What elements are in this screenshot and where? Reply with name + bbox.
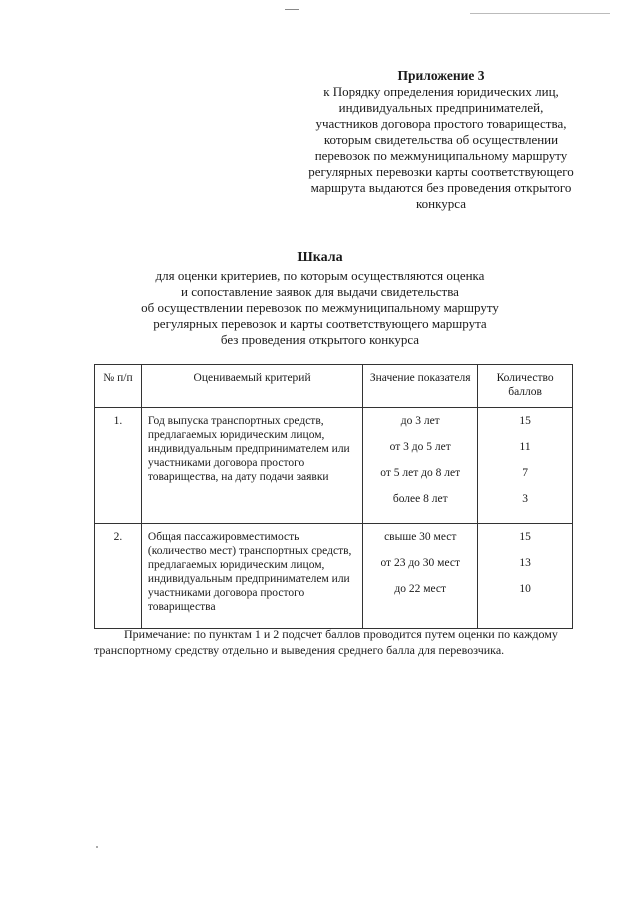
- scan-artifact: [470, 13, 610, 14]
- appendix-line: к Порядку определения юридических лиц,: [323, 84, 559, 99]
- header-criterion: Оцениваемый критерий: [141, 365, 362, 408]
- appendix-line: которым свидетельства об осуществлении: [323, 132, 559, 147]
- scale-line: об осуществлении перевозок по межмуниципальному маршруту: [141, 300, 499, 315]
- scale-line: регулярных перевозок и карты соответствующего маршрута: [153, 316, 487, 331]
- appendix-header: [280, 68, 602, 212]
- appendix-line: участников договора простого товарищества,: [315, 116, 567, 131]
- header-number: № п/п: [95, 365, 142, 408]
- points-cell: 15: [519, 531, 531, 543]
- points-cell: 13: [519, 557, 531, 569]
- value-cell: от 23 до 30 мест: [380, 557, 460, 569]
- scan-artifact: [285, 9, 299, 10]
- row-points: [478, 524, 573, 629]
- table-row: [95, 408, 573, 524]
- appendix-line: перевозок по межмуниципальному маршруту: [314, 148, 568, 163]
- table-header-row: [95, 365, 573, 408]
- appendix-line: маршрута выдаются без проведения открытого: [310, 180, 572, 195]
- scale-line: и сопоставление заявок для выдачи свидетельства: [181, 284, 459, 299]
- row-points: [478, 408, 573, 524]
- appendix-line: индивидуальных предпринимателей,: [338, 100, 544, 115]
- points-cell: 11: [519, 441, 531, 453]
- appendix-line: регулярных перевозки карты соответствующего: [308, 164, 574, 179]
- row-criterion: Год выпуска транспортных средств, предлагаемых юридическим лицом, индивидуальным предпринимателем или участниками договора простого товарищества, на дату подачи заявки: [141, 408, 362, 524]
- row-values: [363, 408, 478, 524]
- scan-artifact: [96, 846, 98, 848]
- scale-heading: [100, 250, 540, 348]
- header-value: Значение показателя: [363, 365, 478, 408]
- row-number: 1.: [95, 408, 142, 524]
- row-number: 2.: [95, 524, 142, 629]
- value-cell: от 5 лет до 8 лет: [380, 467, 461, 479]
- scale-line: для оценки критериев, по которым осуществляются оценка: [155, 268, 485, 283]
- row-criterion: Общая пассажировместимость (количество мест) транспортных средств, предлагаемых юридическим лицом, индивидуальным предпринимателем или участниками договора простого товарищества: [141, 524, 362, 629]
- points-cell: 7: [522, 467, 528, 479]
- points-cell: 15: [519, 415, 531, 427]
- value-cell: до 22 мест: [394, 583, 447, 595]
- points-cell: 10: [519, 583, 531, 595]
- value-cell: более 8 лет: [392, 493, 448, 505]
- value-cell: от 3 до 5 лет: [389, 441, 451, 453]
- points-cell: 3: [522, 493, 528, 505]
- value-cell: свыше 30 мест: [384, 531, 457, 543]
- appendix-title: Приложение 3: [397, 68, 485, 83]
- scale-line: без проведения открытого конкурса: [220, 332, 420, 347]
- header-points: Количество баллов: [478, 365, 573, 408]
- appendix-line: конкурса: [416, 196, 466, 211]
- value-cell: до 3 лет: [400, 415, 440, 427]
- table-row: [95, 524, 573, 629]
- scale-title: Шкала: [297, 250, 343, 265]
- footnote: Примечание: по пунктам 1 и 2 подсчет баллов проводится путем оценки по каждому транспортному средству отдельно и выведения среднего балла для перевозчика.: [94, 627, 558, 657]
- row-values: [363, 524, 478, 629]
- criteria-table: [94, 364, 573, 629]
